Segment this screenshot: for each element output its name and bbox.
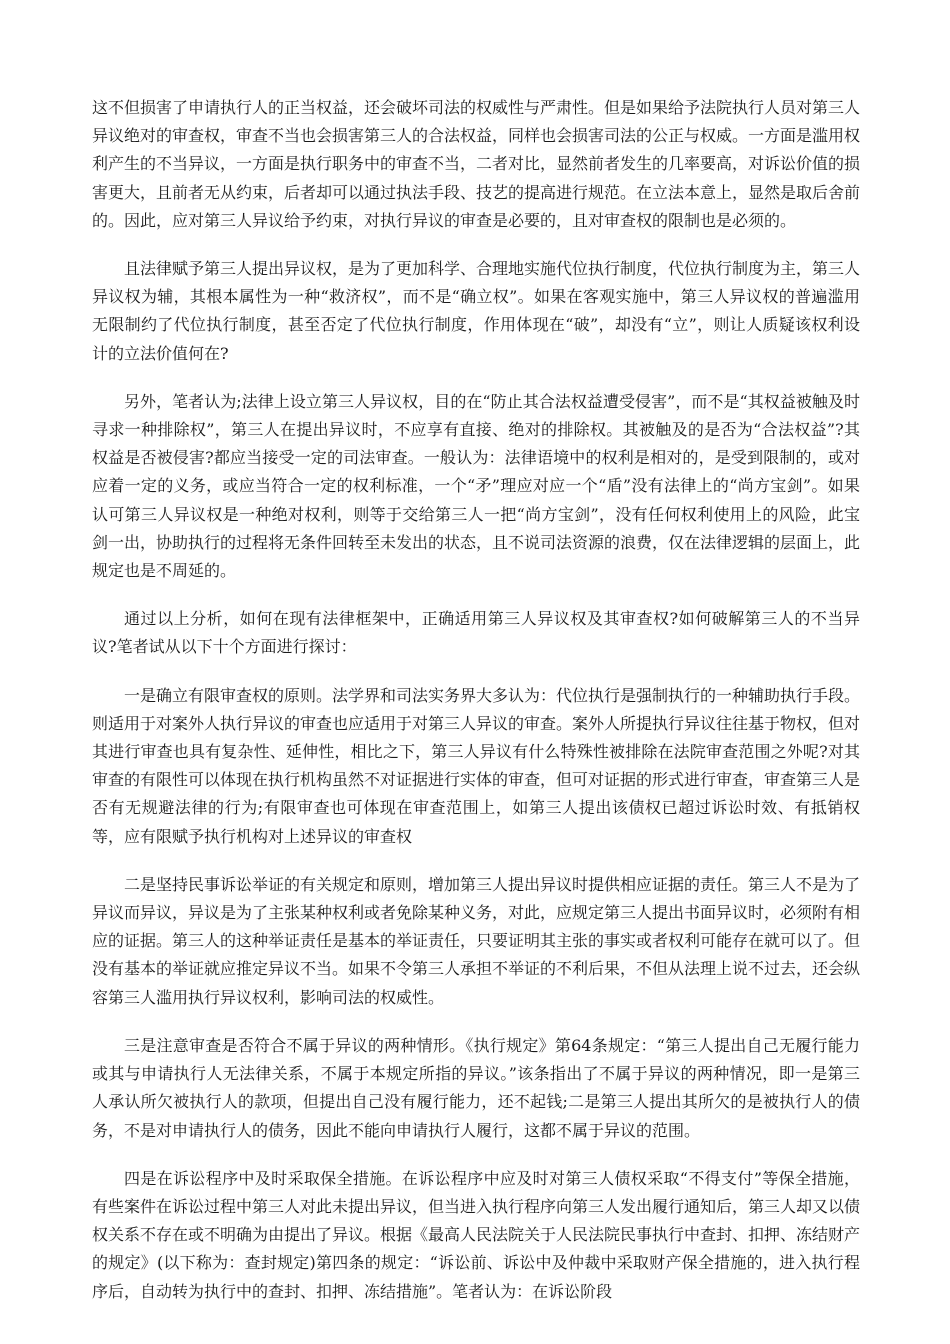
paragraph-6: 二是坚持民事诉讼举证的有关规定和原则，增加第三人提出异议时提供相应证据的责任。第三人不是为了异议而异议，异议是为了主张某种权利或者免除某种义务，对此，应规定第三人提出书面异议时，必须附有相应的证据。第三人的这种举证责任是基本的举证责任，只要证明其主张的事实或者权利可能存在就可以了。但没有基本的举证就应推定异议不当。如果不令第三人承担不举证的不利后果，不但从法理上说不过去，还会纵容第三人滥用执行异议权利，影响司法的权威性。 [92, 874, 861, 1007]
paragraph-2: 且法律赋予第三人提出异议权，是为了更加科学、合理地实施代位执行制度，代位执行制度为主，第三人异议权为辅，其根本属性为一种“救济权”，而不是“确立权”。如果在客观实施中，第三人异议权的普遍滥用无限制约了代位执行制度，甚至否定了代位执行制度，作用体现在“破”，却没有“立”，则让人质疑该权利设计的立法价值何在? [92, 259, 861, 363]
paragraph-8: 四是在诉讼程序中及时采取保全措施。在诉讼程序中应及时对第三人债权采取“不得支付”等保全措施，有些案件在诉讼过程中第三人对此未提出异议，但当进入执行程序向第三人发出履行通知后，第三人却又以债权关系不存在或不明确为由提出了异议。根据《最高人民法院关于人民法院民事执行中查封、扣押、冻结财产的规定》(以下称为：查封规定)第四条的规定：“诉讼前、诉讼中及仲裁中采取财产保全措施的，进入执行程序后，自动转为执行中的查封、扣押、冻结措施”。笔者认为：在诉讼阶段 [92, 1168, 861, 1301]
paragraph-3: 另外，笔者认为;法律上设立第三人异议权，目的在“防止其合法权益遭受侵害”，而不是“其权益被触及时寻求一种排除权”，第三人在提出异议时，不应享有直接、绝对的排除权。其被触及的是否为“合法权益”?其权益是否被侵害?都应当接受一定的司法审查。一般认为：法律语境中的权利是相对的，是受到限制的，或对应着一定的义务，或应当符合一定的权利标准，一个“矛”理应对应一个“盾”没有法律上的“尚方宝剑”。如果认可第三人异议权是一种绝对权利，则等于交给第三人一把“尚方宝剑”，没有任何权利使用上的风险，此宝剑一出，协助执行的过程将无条件回转至未发出的状态，且不说司法资源的浪费，仅在法律逻辑的层面上，此规定也是不周延的。 [92, 391, 861, 581]
paragraph-1: 这不但损害了申请执行人的正当权益，还会破坏司法的权威性与严肃性。但是如果给予法院执行人员对第三人异议绝对的审查权，审查不当也会损害第三人的合法权益，同样也会损害司法的公正与权威。一方面是滥用权利产生的不当异议，一方面是执行职务中的审查不当，二者对比，显然前者发生的几率要高，对诉讼价值的损害更大，且前者无从约束，后者却可以通过执法手段、技艺的提高进行规范。在立法本意上，显然是取后舍前的。因此，应对第三人异议给予约束，对执行异议的审查是必要的，且对审查权的限制也是必须的。 [92, 98, 861, 230]
paragraph-7: 三是注意审查是否符合不属于异议的两种情形。《执行规定》第64条规定：“第三人提出自己无履行能力或其与申请执行人无法律关系，不属于本规定所指的异议。”该条指出了不属于异议的两种情况，即一是第三人承认所欠被执行人的款项，但提出自己没有履行能力，还不起钱;二是第三人提出其所欠的是被执行人的债务，不是对申请执行人的债务，因此不能向申请执行人履行，这都不属于异议的范围。 [92, 1035, 860, 1140]
document-page [92, 94, 860, 1326]
paragraph-4: 通过以上分析，如何在现有法律框架中，正确适用第三人异议权及其审查权?如何破解第三人的不当异议?笔者试从以下十个方面进行探讨： [92, 609, 860, 657]
paragraph-5: 一是确立有限审查权的原则。法学界和司法实务界大多认为：代位执行是强制执行的一种辅助执行手段。则适用于对案外人执行异议的审查也应适用于对第三人异议的审查。案外人所提执行异议往往基于物权，但对其进行审查也具有复杂性、延伸性，相比之下，第三人异议有什么特殊性被排除在法院审查范围之外呢?对其审查的有限性可以体现在执行机构虽然不对证据进行实体的审查，但可对证据的形式进行审查，审查第三人是否有无规避法律的行为;有限审查也可体现在审查范围上，如第三人提出该债权已超过诉讼时效、有抵销权等，应有限赋予执行机构对上述异议的审查权 [92, 685, 861, 846]
